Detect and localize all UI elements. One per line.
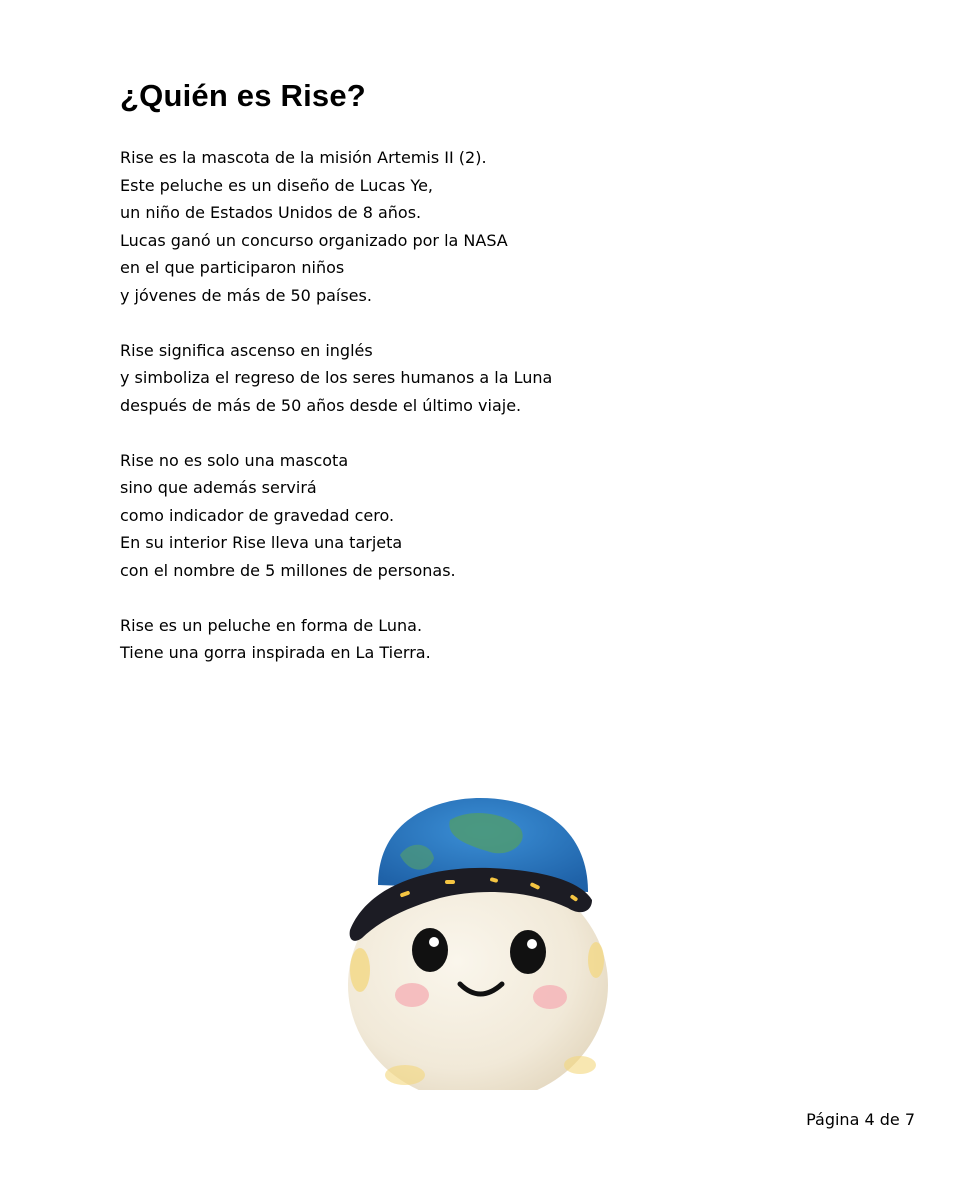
paragraph-4: [120, 612, 820, 667]
text-line: después de más de 50 años desde el último viaje.: [120, 395, 522, 415]
rise-mascot-illustration: [330, 780, 630, 1090]
eye-highlight: [429, 937, 439, 947]
crater-spot: [350, 948, 370, 992]
text-line: y jóvenes de más de 50 países.: [120, 285, 372, 305]
eye-highlight: [527, 939, 537, 949]
paragraph-2: [120, 337, 820, 420]
right-cheek: [533, 985, 567, 1009]
body-text: [120, 144, 820, 694]
crater-spot: [564, 1056, 596, 1074]
text-line: Rise significa ascenso en inglés: [120, 340, 373, 360]
text-line: Este peluche es un diseño de Lucas Ye,: [120, 175, 433, 195]
text-line: con el nombre de 5 millones de personas.: [120, 560, 456, 580]
crater-spot: [588, 942, 604, 978]
text-line: sino que además servirá: [120, 478, 317, 497]
text-line: un niño de Estados Unidos de 8 años.: [120, 203, 422, 222]
paragraph-1: [120, 144, 820, 309]
page-title: ¿Quién es Rise?: [120, 78, 366, 113]
left-eye: [412, 928, 448, 972]
paragraph-3: [120, 447, 820, 585]
visor-star: [445, 880, 455, 884]
text-line: como indicador de gravedad cero.: [120, 505, 395, 525]
crater-spot: [385, 1065, 425, 1085]
text-line: en el que participaron niños: [120, 258, 345, 277]
left-cheek: [395, 983, 429, 1007]
text-line: y simboliza el regreso de los seres humanos a la Luna: [120, 368, 553, 387]
text-line: Lucas ganó un concurso organizado por la NASA: [120, 230, 508, 250]
text-line: Rise es la mascota de la misión Artemis II (2).: [120, 148, 487, 167]
text-line: Tiene una gorra inspirada en La Tierra.: [120, 643, 431, 662]
right-eye: [510, 930, 546, 974]
text-line: Rise no es solo una mascota: [120, 450, 349, 470]
text-line: En su interior Rise lleva una tarjeta: [120, 533, 403, 552]
text-line: Rise es un peluche en forma de Luna.: [120, 615, 423, 635]
page-number: Página 4 de 7: [806, 1110, 915, 1129]
